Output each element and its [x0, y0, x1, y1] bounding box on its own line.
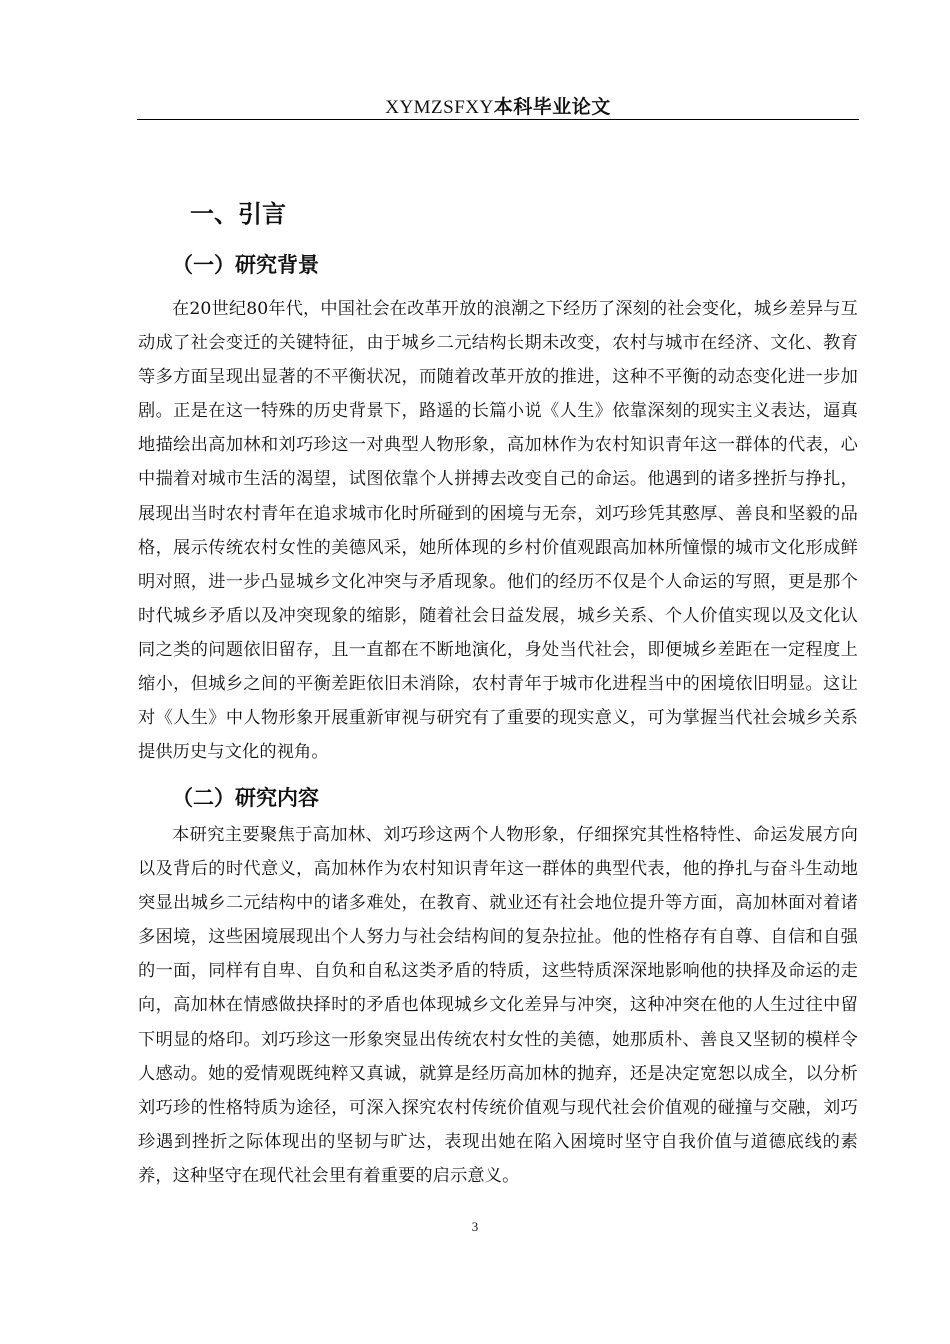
header-code: XYMZSFXY: [385, 97, 494, 118]
section-heading: 一、引言: [190, 200, 286, 228]
subsection-heading-background: （一）研究背景: [172, 253, 319, 277]
running-header: [138, 94, 858, 120]
header-title: 本科毕业论文: [493, 96, 611, 118]
paragraph-content: 本研究主要聚焦于高加林、刘巧珍这两个人物形象，仔细探究其性格特性、命运发展方向以及背后的时代意义，高加林作为农村知识青年这一群体的典型代表，他的挣扎与奋斗生动地突显出城乡二元结构中的诸多难处，在教育、就业还有社会地位提升等方面，高加林面对着诸多困境，这些困境展现出个人努力与社会结构间的复杂拉扯。他的性格存有自尊、自信和自强的一面，同样有自卑、自负和自私这类矛盾的特质，这些特质深深地影响他的抉择及命运的走向，高加林在情感做抉择时的矛盾也体现城乡文化差异与冲突，这种冲突在他的人生过往中留下明显的烙印。刘巧珍这一形象突显出传统农村女性的美德，她那质朴、善良又坚韧的模样令人感动。她的爱情观既纯粹又真诚，就算是经历高加林的抛弃，还是决定宽恕以成全，以分析刘巧珍的性格特质为途径，可深入探究农村传统价值观与现代社会价值观的碰撞与交融，刘巧珍遇到挫折之际体现出的坚韧与旷达，表现出她在陷入困境时坚守自我价值与道德底线的素养，这种坚守在现代社会里有着重要的启示意义。: [138, 825, 858, 1186]
subsection-heading-content: （二）研究内容: [172, 786, 319, 810]
header-rule: [137, 119, 859, 120]
page-number: 3: [471, 1219, 479, 1234]
paragraph-background: 在20世纪80年代，中国社会在改革开放的浪潮之下经历了深刻的社会变化，城乡差异与互动成了社会变迁的关键特征，由于城乡二元结构长期未改变，农村与城市在经济、文化、教育等多方面呈现出显著的不平衡状况，而随着改革开放的推进，这种不平衡的动态变化进一步加剧。正是在这一特殊的历史背景下，路遥的长篇小说《人生》依靠深刻的现实主义表达，逼真地描绘出高加林和刘巧珍这一对典型人物形象，高加林作为农村知识青年这一群体的代表，心中揣着对城市生活的渴望，试图依靠个人拼搏去改变自己的命运。他遇到的诸多挫折与挣扎，展现出当时农村青年在追求城市化时所碰到的困境与无奈，刘巧珍凭其憨厚、善良和坚毅的品格，展示传统农村女性的美德风采，她所体现的乡村价值观跟高加林所憧憬的城市文化形成鲜明对照，进一步凸显城乡文化冲突与矛盾现象。他们的经历不仅是个人命运的写照，更是那个时代城乡矛盾以及冲突现象的缩影，随着社会日益发展，城乡关系、个人价值实现以及文化认同之类的问题依旧留存，且一直都在不断地演化，身处当代社会，即便城乡差距在一定程度上缩小，但城乡之间的平衡差距依旧未消除，农村青年于城市化进程当中的困境依旧明显。这让对《人生》中人物形象开展重新审视与研究有了重要的现实意义，可为掌握当代社会城乡关系提供历史与文化的视角。: [138, 299, 858, 763]
